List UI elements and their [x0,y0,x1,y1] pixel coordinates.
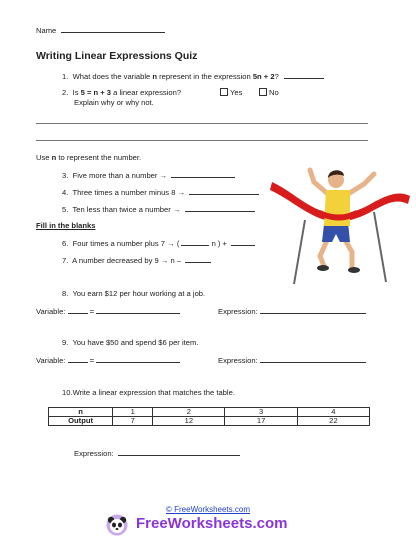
name-field[interactable] [61,24,165,33]
table-cell: 3 [225,408,297,417]
table-cell: 2 [153,408,225,417]
answer-7-field[interactable] [185,254,211,263]
question-6: 6. Four times a number plus 7 → ( n ) + [62,237,255,249]
question-9: 9. You have $50 and spend $6 per item. [62,338,199,347]
table-cell: Output [49,417,113,426]
question-2: 2. Is 5 = n + 3 a linear expression? [62,88,182,97]
answer-line[interactable] [36,140,368,141]
answer-4-field[interactable] [189,186,259,195]
section-heading: Fill in the blanks [36,221,96,230]
table-row [49,417,370,426]
footer-brand: FreeWorksheets.com [136,515,288,532]
panda-logo-icon [106,514,128,536]
yes-checkbox[interactable] [220,88,228,96]
name-label: Name [36,26,57,35]
table-cell: 1 [113,408,153,417]
answer-1-field[interactable] [284,70,324,79]
question-4: 4. Three times a number minus 8 → [62,186,259,198]
question-5: 5. Ten less than twice a number → [62,203,255,215]
question-10: 10.Write a linear expression that matches the table. [62,388,235,397]
table-cell: n [49,408,113,417]
name-row [36,24,165,36]
answer-6b-field[interactable] [231,237,255,246]
table-cell: 17 [225,417,297,426]
variable-8-meaning-field[interactable] [96,305,180,314]
question-3: 3. Five more than a number → [62,169,235,181]
variable-8-field[interactable] [68,305,88,314]
variable-9-field[interactable] [68,354,88,363]
footer-url[interactable]: © FreeWorksheets.com [166,505,250,514]
question-7: 7. A number decreased by 9 → n – [62,254,211,266]
runner-illustration-icon [270,160,416,286]
table-cell: 22 [297,417,369,426]
no-checkbox[interactable] [259,88,267,96]
table-cell: 12 [153,417,225,426]
yes-option[interactable]: Yes [220,88,242,98]
question-10-expression: Expression: [74,447,240,459]
expression-10-field[interactable] [118,447,240,456]
answer-3-field[interactable] [171,169,235,178]
table-cell: 7 [113,417,153,426]
question-1: 1. What does the variable n represent in the expression 5n + 2? [62,70,324,82]
answer-6a-field[interactable] [181,237,209,246]
question-8-answer-row: Variable: = [36,305,180,317]
page-title: Writing Linear Expressions Quiz [36,50,198,62]
question-2-explain: Explain why or why not. [74,98,154,107]
question-9-answer-row: Variable: = [36,354,180,366]
answer-line[interactable] [36,123,368,124]
variable-9-meaning-field[interactable] [96,354,180,363]
expression-9-field[interactable] [260,354,366,363]
question-9-expression: Expression: [218,354,366,366]
expression-8-field[interactable] [260,305,366,314]
no-option[interactable]: No [259,88,279,98]
table-header-row [49,408,370,417]
table-cell: 4 [297,408,369,417]
values-table [48,407,370,426]
answer-5-field[interactable] [185,203,255,212]
question-8-expression: Expression: [218,305,366,317]
instruction: Use n to represent the number. [36,153,142,162]
question-8: 8. You earn $12 per hour working at a job. [62,289,206,298]
